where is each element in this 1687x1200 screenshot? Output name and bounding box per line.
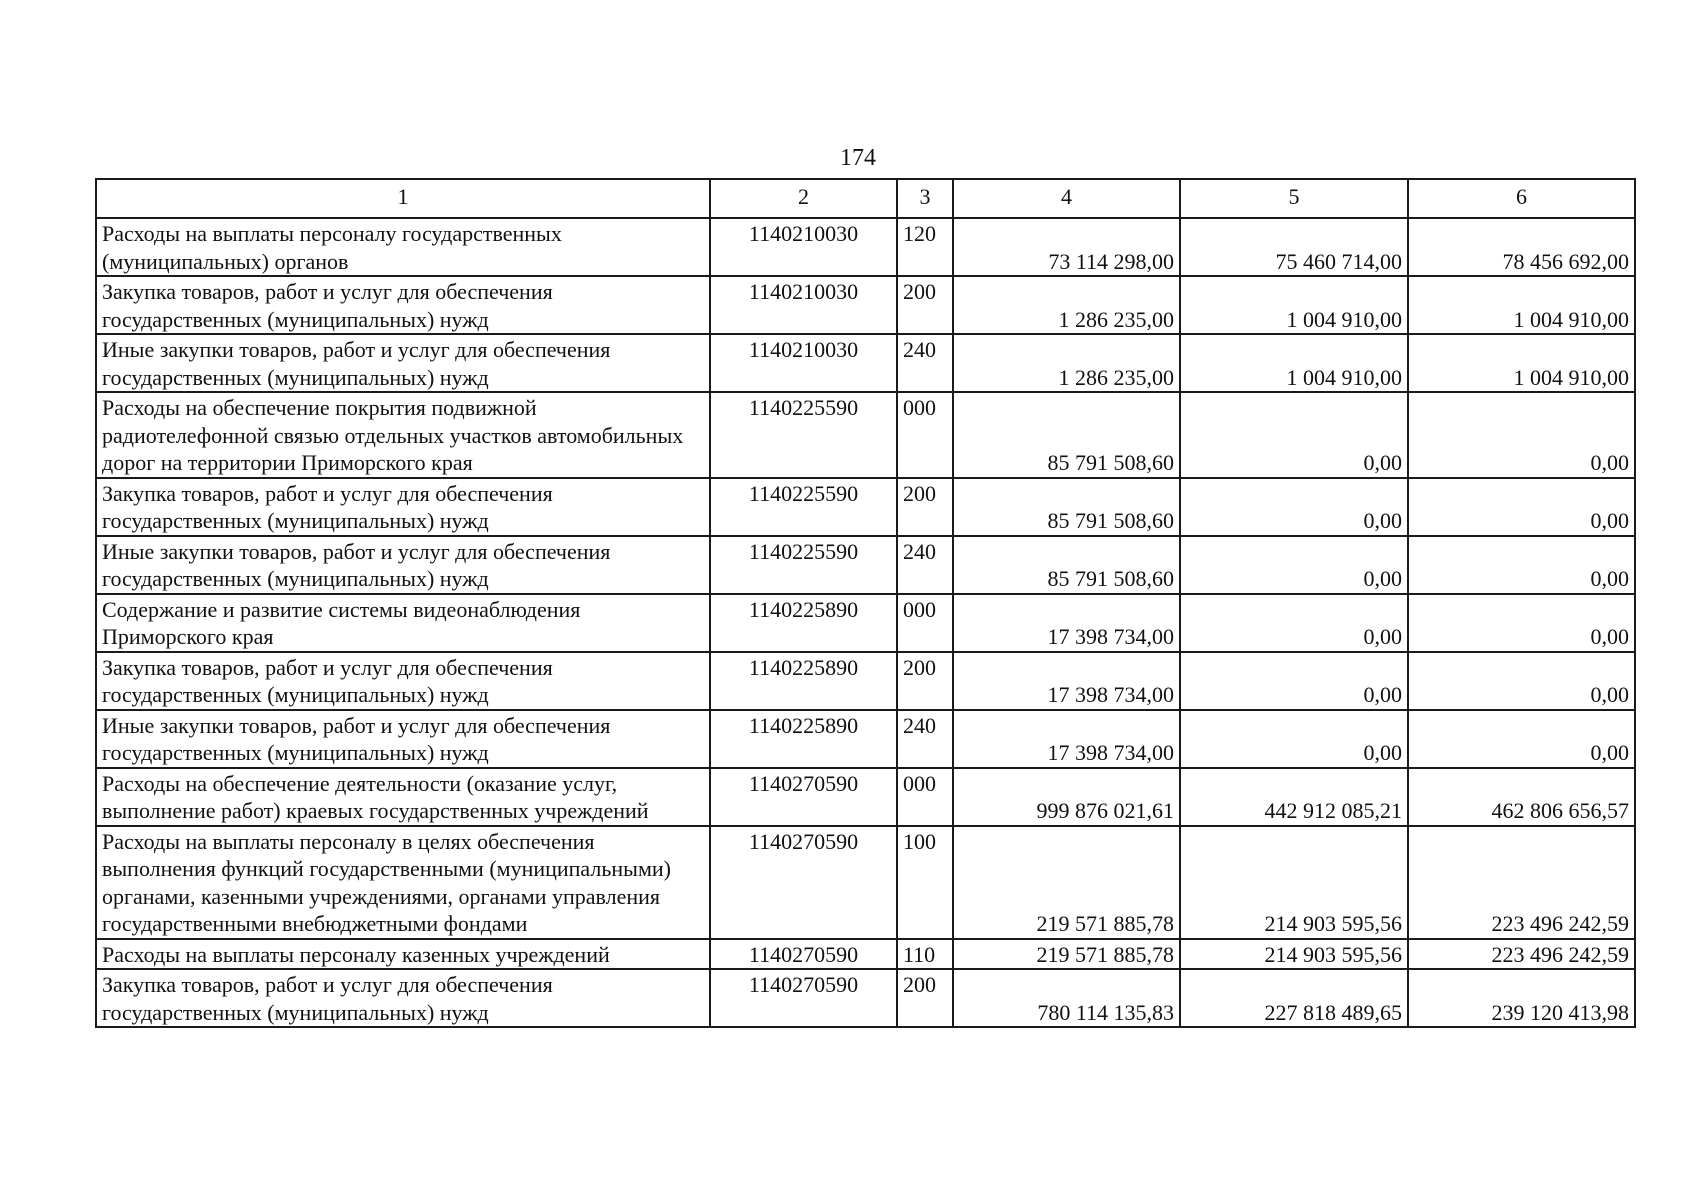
amount-col5-cell: 214 903 595,56 — [1180, 939, 1408, 970]
budget-table — [95, 178, 1636, 1028]
amount-col4-cell: 85 791 508,60 — [953, 536, 1180, 594]
expense-type-code-cell: 000 — [897, 768, 953, 826]
amount-col5-cell: 75 460 714,00 — [1180, 218, 1408, 276]
expense-name-cell: Иные закупки товаров, работ и услуг для обеспечения государственных (муниципальных) нужд — [96, 536, 710, 594]
expense-type-code-cell: 000 — [897, 594, 953, 652]
expense-type-code-cell: 100 — [897, 826, 953, 939]
amount-col4-cell: 17 398 734,00 — [953, 594, 1180, 652]
expense-type-code-cell: 200 — [897, 276, 953, 334]
target-code-cell: 1140270590 — [710, 826, 897, 939]
amount-col6-cell: 239 120 413,98 — [1408, 969, 1635, 1027]
amount-col4-cell: 219 571 885,78 — [953, 826, 1180, 939]
amount-col6-cell: 0,00 — [1408, 594, 1635, 652]
amount-col5-cell: 0,00 — [1180, 392, 1408, 478]
expense-type-code-cell: 240 — [897, 536, 953, 594]
expense-type-code-cell: 240 — [897, 710, 953, 768]
amount-col5-cell: 1 004 910,00 — [1180, 276, 1408, 334]
expense-type-code-cell: 000 — [897, 392, 953, 478]
target-code-cell: 1140225590 — [710, 536, 897, 594]
expense-type-code-cell: 110 — [897, 939, 953, 970]
table-row — [96, 392, 1635, 478]
column-header: 2 — [710, 179, 897, 218]
table-row — [96, 276, 1635, 334]
amount-col5-cell: 1 004 910,00 — [1180, 334, 1408, 392]
expense-name-cell: Расходы на выплаты персоналу в целях обеспечения выполнения функций государственными (муниципальными) органами, казенными учреждениями, органами управления государственными внебюджетными фондами — [96, 826, 710, 939]
expense-type-code-cell: 240 — [897, 334, 953, 392]
amount-col6-cell: 223 496 242,59 — [1408, 939, 1635, 970]
table-row — [96, 594, 1635, 652]
expense-type-code-cell: 120 — [897, 218, 953, 276]
amount-col4-cell: 17 398 734,00 — [953, 652, 1180, 710]
table-row — [96, 768, 1635, 826]
column-header: 6 — [1408, 179, 1635, 218]
expense-name-cell: Закупка товаров, работ и услуг для обеспечения государственных (муниципальных) нужд — [96, 652, 710, 710]
amount-col6-cell: 1 004 910,00 — [1408, 334, 1635, 392]
table-row — [96, 334, 1635, 392]
expense-name-cell: Расходы на обеспечение покрытия подвижной радиотелефонной связью отдельных участков автомобильных дорог на территории Приморского края — [96, 392, 710, 478]
expense-type-code-cell: 200 — [897, 652, 953, 710]
expense-name-cell: Иные закупки товаров, работ и услуг для обеспечения государственных (муниципальных) нужд — [96, 334, 710, 392]
amount-col4-cell: 219 571 885,78 — [953, 939, 1180, 970]
amount-col4-cell: 1 286 235,00 — [953, 334, 1180, 392]
amount-col6-cell: 223 496 242,59 — [1408, 826, 1635, 939]
target-code-cell: 1140270590 — [710, 768, 897, 826]
column-header: 4 — [953, 179, 1180, 218]
amount-col6-cell: 0,00 — [1408, 710, 1635, 768]
amount-col6-cell: 0,00 — [1408, 478, 1635, 536]
table-row — [96, 710, 1635, 768]
target-code-cell: 1140210030 — [710, 218, 897, 276]
amount-col4-cell: 85 791 508,60 — [953, 392, 1180, 478]
amount-col5-cell: 214 903 595,56 — [1180, 826, 1408, 939]
amount-col4-cell: 17 398 734,00 — [953, 710, 1180, 768]
table-row — [96, 826, 1635, 939]
amount-col5-cell: 0,00 — [1180, 652, 1408, 710]
table-row — [96, 652, 1635, 710]
amount-col6-cell: 0,00 — [1408, 536, 1635, 594]
expense-type-code-cell: 200 — [897, 478, 953, 536]
table-row — [96, 478, 1635, 536]
target-code-cell: 1140225590 — [710, 478, 897, 536]
table-row — [96, 939, 1635, 970]
expense-name-cell: Закупка товаров, работ и услуг для обеспечения государственных (муниципальных) нужд — [96, 478, 710, 536]
amount-col5-cell: 442 912 085,21 — [1180, 768, 1408, 826]
expense-name-cell: Содержание и развитие системы видеонаблюдения Приморского края — [96, 594, 710, 652]
amount-col5-cell: 0,00 — [1180, 710, 1408, 768]
amount-col4-cell: 85 791 508,60 — [953, 478, 1180, 536]
amount-col4-cell: 73 114 298,00 — [953, 218, 1180, 276]
amount-col5-cell: 227 818 489,65 — [1180, 969, 1408, 1027]
page-number: 174 — [840, 145, 876, 171]
target-code-cell: 1140225890 — [710, 710, 897, 768]
table-row — [96, 536, 1635, 594]
amount-col5-cell: 0,00 — [1180, 478, 1408, 536]
amount-col6-cell: 1 004 910,00 — [1408, 276, 1635, 334]
table-header-row — [96, 179, 1635, 218]
budget-table-body — [96, 179, 1635, 1027]
amount-col6-cell: 0,00 — [1408, 652, 1635, 710]
amount-col4-cell: 1 286 235,00 — [953, 276, 1180, 334]
column-header: 3 — [897, 179, 953, 218]
amount-col6-cell: 462 806 656,57 — [1408, 768, 1635, 826]
amount-col4-cell: 999 876 021,61 — [953, 768, 1180, 826]
target-code-cell: 1140210030 — [710, 334, 897, 392]
expense-name-cell: Закупка товаров, работ и услуг для обеспечения государственных (муниципальных) нужд — [96, 276, 710, 334]
amount-col6-cell: 0,00 — [1408, 392, 1635, 478]
table-row — [96, 218, 1635, 276]
target-code-cell: 1140210030 — [710, 276, 897, 334]
amount-col6-cell: 78 456 692,00 — [1408, 218, 1635, 276]
expense-name-cell: Иные закупки товаров, работ и услуг для обеспечения государственных (муниципальных) нужд — [96, 710, 710, 768]
amount-col5-cell: 0,00 — [1180, 536, 1408, 594]
expense-name-cell: Закупка товаров, работ и услуг для обеспечения государственных (муниципальных) нужд — [96, 969, 710, 1027]
target-code-cell: 1140225890 — [710, 652, 897, 710]
amount-col5-cell: 0,00 — [1180, 594, 1408, 652]
target-code-cell: 1140225590 — [710, 392, 897, 478]
expense-name-cell: Расходы на выплаты персоналу государственных (муниципальных) органов — [96, 218, 710, 276]
expense-name-cell: Расходы на выплаты персоналу казенных учреждений — [96, 939, 710, 970]
amount-col4-cell: 780 114 135,83 — [953, 969, 1180, 1027]
target-code-cell: 1140270590 — [710, 939, 897, 970]
expense-name-cell: Расходы на обеспечение деятельности (оказание услуг, выполнение работ) краевых государственных учреждений — [96, 768, 710, 826]
expense-type-code-cell: 200 — [897, 969, 953, 1027]
column-header: 5 — [1180, 179, 1408, 218]
target-code-cell: 1140270590 — [710, 969, 897, 1027]
target-code-cell: 1140225890 — [710, 594, 897, 652]
column-header: 1 — [96, 179, 710, 218]
table-row — [96, 969, 1635, 1027]
